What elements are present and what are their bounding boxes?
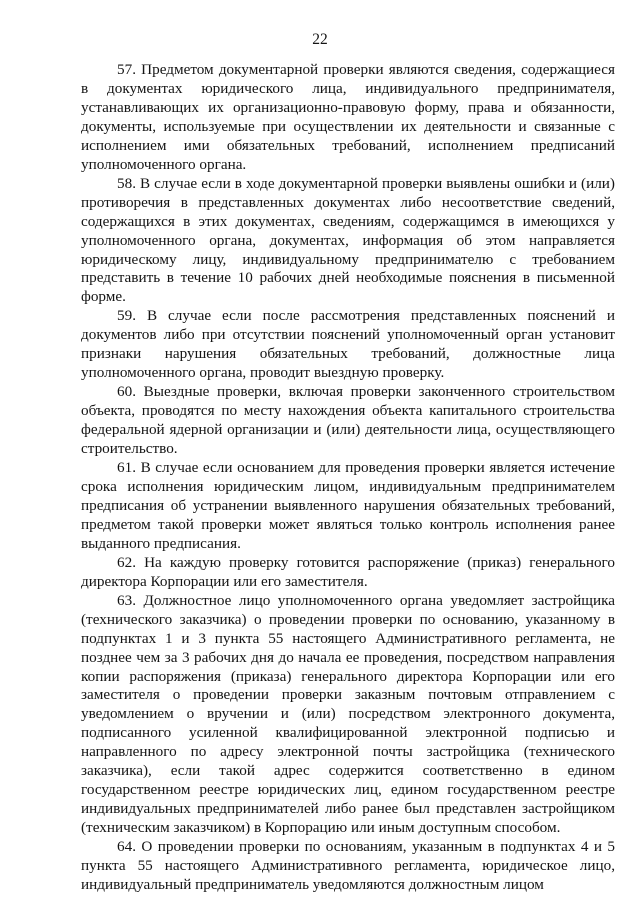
paragraph-61: 61. В случае если основанием для проведения проверки является истечение срока исполнения юридическим лицом, индивидуальным предпринимателем предписания об устранении выявленного нарушения обязательных требований, предметом такой проверки может являться только контроль исполнения ранее выданного предписания. (81, 459, 615, 552)
paragraph-60: 60. Выездные проверки, включая проверки законченного строительством объекта, проводятся по месту нахождения объекта капитального строительства федеральной ядерной организации и (или) деятельности лица, осуществляющего строительство. (81, 383, 615, 458)
paragraph-62: 62. На каждую проверку готовится распоряжение (приказ) генерального директора Корпорации или его заместителя. (81, 553, 615, 590)
paragraph-63: 63. Должностное лицо уполномоченного органа уведомляет застройщика (технического заказчика) о проведении проверки по основанию, указанному в подпунктах 1 и 3 пункта 55 настоящего Административного регламента, не позднее чем за 3 рабочих дня до начала ее проведения, посредством направления копии распоряжения (приказа) генерального директора Корпорации или его заместителя о проведении проверки заказным почтовым отправлением с уведомлением о вручении и (или) посредством электронного документа, подписанного усиленной квалифицированной электронной подписью и направленного по адресу электронной почты застройщика (технического заказчика), если такой адрес содержится соответственно в едином государственном реестре юридических лиц, едином государственном реестре индивидуальных предпринимателей либо ранее был представлен застройщиком (техническим заказчиком) в Корпорацию или иным доступным способом. (81, 591, 615, 837)
page-number: 22 (312, 31, 328, 48)
paragraph-57: 57. Предметом документарной проверки являются сведения, содержащиеся в документах юридического лица, индивидуального предпринимателя, устанавливающих их организационно-правовую форму, права и обязанности, документы, используемые при осуществлении их деятельности и связанные с исполнением ими обязательных требований, исполнением предписаний уполномоченного органа. (81, 61, 615, 173)
paragraph-64: 64. О проведении проверки по основаниям, указанным в подпунктах 4 и 5 пункта 55 настоящего Административного регламента, юридическое лицо, индивидуальный предприниматель уведомляются должностным лицом (81, 838, 615, 893)
paragraph-58: 58. В случае если в ходе документарной проверки выявлены ошибки и (или) противоречия в представленных документах либо несоответствие сведений, содержащихся в этих документах, сведениям, содержащимся в имеющихся у уполномоченного органа, документах, информация об этом направляется юридическому лицу, индивидуальному предпринимателю с требованием представить в течение 10 рабочих дней необходимые пояснения в письменной форме. (81, 174, 615, 306)
paragraph-59: 59. В случае если после рассмотрения представленных пояснений и документов либо при отсутствии пояснений уполномоченный орган установит признаки нарушения обязательных требований, должностные лица уполномоченного органа, проводит выездную проверку. (81, 307, 615, 382)
page-body (81, 61, 615, 895)
